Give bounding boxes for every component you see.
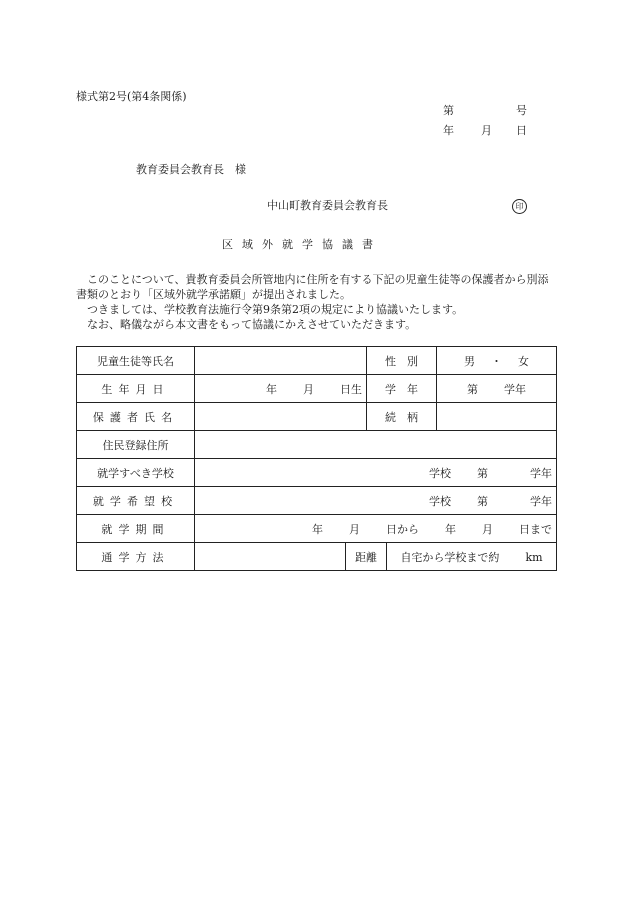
date-month: 月 (481, 124, 492, 137)
period-from-day: 日から (386, 522, 419, 536)
sex-female: 女 (518, 354, 529, 368)
sex-dot: ・ (491, 354, 502, 368)
sender-name: 中山町教育委員会教育長 (267, 199, 388, 212)
birth-label: 生年月日 (77, 375, 195, 403)
table-row (77, 347, 557, 375)
body-paragraph-2: つきましては、学校教育法施行令第9条第2項の規定により協議いたします。 (87, 303, 464, 316)
distance-label: 距離 (346, 543, 387, 571)
grade-suffix: 学年 (504, 382, 526, 396)
addressee: 教育委員会教育長 様 (136, 163, 246, 176)
seal-icon: 印 (512, 199, 527, 214)
relation-label: 続 柄 (367, 403, 437, 431)
student-name-label: 児童生徒等氏名 (77, 347, 195, 375)
sex-male: 男 (464, 354, 475, 368)
form-number: 様式第2号(第4条関係) (76, 90, 187, 103)
relation-field[interactable] (437, 403, 557, 431)
should-school-grade-prefix: 第 (477, 466, 488, 480)
student-info-table (76, 346, 557, 571)
body-paragraph-1: このことについて、貴教育委員会所管地内に住所を有する下記の児童生徒等の保護者から別添書類のとおり「区域外就学承諾願」が提出されました。 (76, 273, 549, 301)
sex-field[interactable] (437, 347, 557, 375)
body-paragraph-3: なお、略儀ながら本文書をもって協議にかえさせていただきます。 (87, 318, 417, 331)
desired-school-grade-prefix: 第 (477, 494, 488, 508)
birth-month: 月 (303, 382, 314, 396)
table-row (77, 375, 557, 403)
table-row (77, 515, 557, 543)
period-from-month: 月 (349, 522, 360, 536)
desired-school-word: 学校 (429, 494, 451, 508)
table-row (77, 431, 557, 459)
grade-prefix: 第 (467, 382, 478, 396)
commute-label: 通学方法 (77, 543, 195, 571)
number-prefix: 第 (443, 104, 454, 117)
guardian-field[interactable] (195, 403, 367, 431)
birth-field[interactable] (195, 375, 367, 403)
distance-text: 自宅から学校まで約 (400, 550, 500, 564)
period-to-year: 年 (445, 522, 456, 536)
address-label: 住民登録住所 (77, 431, 195, 459)
desired-school-label: 就学希望校 (77, 487, 195, 515)
period-to-day: 日まで (519, 522, 552, 536)
address-field[interactable] (195, 431, 557, 459)
should-school-word: 学校 (429, 466, 451, 480)
guardian-label: 保護者氏名 (77, 403, 195, 431)
period-field[interactable] (195, 515, 557, 543)
period-to-month: 月 (482, 522, 493, 536)
distance-field[interactable] (387, 543, 557, 571)
table-row (77, 487, 557, 515)
sex-label: 性 別 (367, 347, 437, 375)
student-name-field[interactable] (195, 347, 367, 375)
number-suffix: 号 (516, 104, 527, 117)
grade-field[interactable] (437, 375, 557, 403)
should-school-label: 就学すべき学校 (77, 459, 195, 487)
should-school-grade-suffix: 学年 (530, 466, 552, 480)
table-row (77, 459, 557, 487)
desired-school-field[interactable] (195, 487, 557, 515)
birth-day: 日生 (340, 382, 362, 396)
commute-field[interactable] (195, 543, 346, 571)
birth-year: 年 (266, 382, 277, 396)
distance-unit: km (525, 550, 543, 564)
desired-school-grade-suffix: 学年 (530, 494, 552, 508)
body-text (76, 272, 556, 332)
period-label: 就学期間 (77, 515, 195, 543)
period-from-year: 年 (312, 522, 323, 536)
date-year: 年 (443, 124, 454, 137)
should-school-field[interactable] (195, 459, 557, 487)
document-title: 区 域 外 就 学 協 議 書 (222, 238, 376, 251)
date-day: 日 (516, 124, 527, 137)
table-row (77, 403, 557, 431)
table-row (77, 543, 557, 571)
grade-label: 学 年 (367, 375, 437, 403)
